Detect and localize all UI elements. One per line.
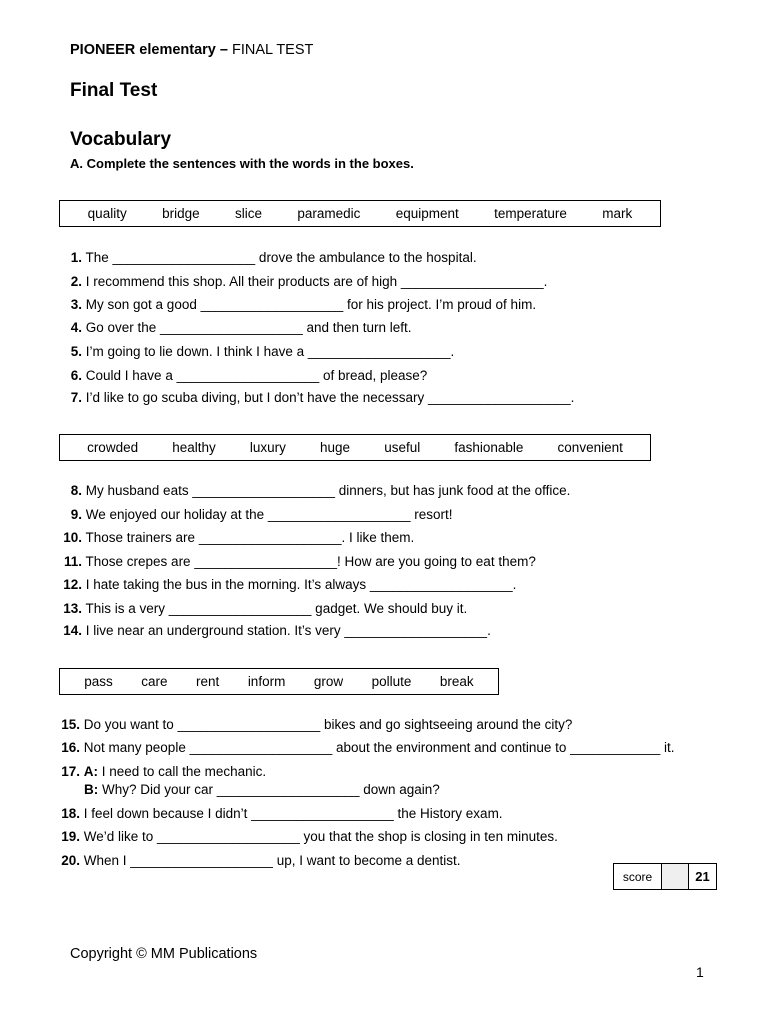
question-text: We enjoyed our holiday at the ___________________ resort!: [85, 507, 453, 522]
word-box-item: rent: [196, 674, 220, 689]
word-box-item: pollute: [371, 674, 412, 689]
question-17-b: [84, 782, 440, 798]
instruction: A. Complete the sentences with the words in the boxes.: [70, 156, 414, 171]
word-box-2: [59, 434, 651, 461]
speaker-label: A:: [83, 764, 99, 779]
question-18: [55, 806, 503, 822]
question-text: I’m going to lie down. I think I have a ___________________.: [85, 344, 455, 359]
word-box-item: slice: [234, 206, 262, 221]
score-total: 21: [695, 869, 710, 884]
word-box-item: fashionable: [454, 440, 524, 455]
word-box-item: crowded: [87, 440, 139, 455]
question-number: 18.: [61, 806, 80, 821]
question-number: 17.: [61, 764, 80, 779]
word-box-item: break: [439, 674, 474, 689]
question-11: [57, 554, 536, 570]
page-number: 1: [696, 964, 704, 980]
score-box: [613, 863, 717, 890]
word-box-item: quality: [87, 206, 127, 221]
word-box-item: useful: [384, 440, 421, 455]
question-number: 13.: [63, 601, 82, 616]
score-label: score: [614, 864, 662, 889]
question-number: 8.: [70, 483, 82, 498]
question-text: We’d like to ___________________ you that the shop is closing in ten minutes.: [83, 829, 558, 844]
word-box-item: healthy: [172, 440, 216, 455]
word-box-item: inform: [247, 674, 286, 689]
word-box-item: care: [141, 674, 168, 689]
question-text: I hate taking the bus in the morning. It’s always ___________________.: [85, 577, 517, 592]
question-1: [65, 250, 477, 266]
question-number: 3.: [70, 297, 82, 312]
question-text: I’d like to go scuba diving, but I don’t have the necessary ___________________.: [85, 390, 575, 405]
question-16: [55, 740, 675, 756]
question-number: 11.: [63, 554, 82, 569]
question-17-a: [55, 764, 266, 780]
section-title: Vocabulary: [70, 129, 172, 150]
question-4: [65, 320, 412, 336]
word-box-item: luxury: [249, 440, 286, 455]
question-number: 19.: [61, 829, 80, 844]
question-text: This is a very ___________________ gadget. We should buy it.: [85, 601, 468, 616]
question-number: 7.: [70, 390, 82, 405]
word-box-item: temperature: [494, 206, 567, 221]
word-box-1: [59, 200, 661, 227]
question-number: 4.: [70, 320, 82, 335]
word-box-item: convenient: [557, 440, 623, 455]
question-number: 9.: [70, 507, 82, 522]
question-15: [55, 717, 572, 733]
question-number: 16.: [61, 740, 80, 755]
question-number: 6.: [70, 368, 82, 383]
question-10: [57, 530, 414, 546]
question-text: Go over the ___________________ and then turn left.: [85, 320, 412, 335]
page-title: Final Test: [70, 80, 158, 101]
copyright: Copyright © MM Publications: [70, 946, 258, 962]
question-text: Those crepes are ___________________! How are you going to eat them?: [85, 554, 536, 569]
question-text: My husband eats ___________________ dinners, but has junk food at the office.: [85, 483, 571, 498]
word-box-item: bridge: [162, 206, 200, 221]
question-text: The ___________________ drove the ambulance to the hospital.: [85, 250, 477, 265]
question-text: Do you want to ___________________ bikes and go sightseeing around the city?: [83, 717, 573, 732]
question-text: My son got a good ___________________ for his project. I’m proud of him.: [85, 297, 537, 312]
question-number: 14.: [63, 623, 82, 638]
word-box-item: paramedic: [297, 206, 361, 221]
word-box-item: huge: [320, 440, 351, 455]
question-text: Could I have a ___________________ of bread, please?: [85, 368, 428, 383]
question-text: Not many people ___________________ about the environment and continue to ____________ it.: [83, 740, 675, 755]
word-box-item: equipment: [395, 206, 459, 221]
speaker-label: B:: [84, 782, 99, 797]
question-number: 10.: [63, 530, 82, 545]
question-19: [55, 829, 558, 845]
page-header: [70, 42, 313, 58]
question-5: [65, 344, 454, 360]
question-7: [65, 390, 574, 406]
question-text: I need to call the mechanic.: [101, 764, 267, 779]
question-14: [57, 623, 491, 639]
word-box-item: mark: [602, 206, 633, 221]
question-text: Those trainers are ___________________. I like them.: [85, 530, 415, 545]
word-box-item: pass: [84, 674, 113, 689]
question-3: [65, 297, 536, 313]
question-number: 15.: [61, 717, 80, 732]
question-6: [65, 368, 427, 384]
question-number: 1.: [70, 250, 82, 265]
question-8: [65, 483, 570, 499]
score-entry-field: [662, 864, 689, 889]
question-number: 12.: [63, 577, 82, 592]
question-12: [57, 577, 516, 593]
question-13: [57, 601, 467, 617]
question-number: 20.: [61, 853, 80, 868]
question-9: [65, 507, 453, 523]
question-text: I recommend this shop. All their products are of high ___________________.: [85, 274, 548, 289]
header-series: PIONEER elementary –: [70, 42, 228, 58]
question-text: Why? Did your car ___________________ down again?: [102, 782, 440, 797]
word-box-3: [59, 668, 499, 695]
question-text: I live near an underground station. It’s very ___________________.: [85, 623, 491, 638]
header-test-name: FINAL TEST: [227, 42, 314, 58]
question-number: 5.: [70, 344, 82, 359]
question-20: [55, 853, 461, 869]
question-text: When I ___________________ up, I want to become a dentist.: [83, 853, 461, 868]
question-number: 2.: [70, 274, 82, 289]
question-2: [65, 274, 547, 290]
word-box-item: grow: [313, 674, 344, 689]
question-text: I feel down because I didn’t ___________________ the History exam.: [83, 806, 503, 821]
